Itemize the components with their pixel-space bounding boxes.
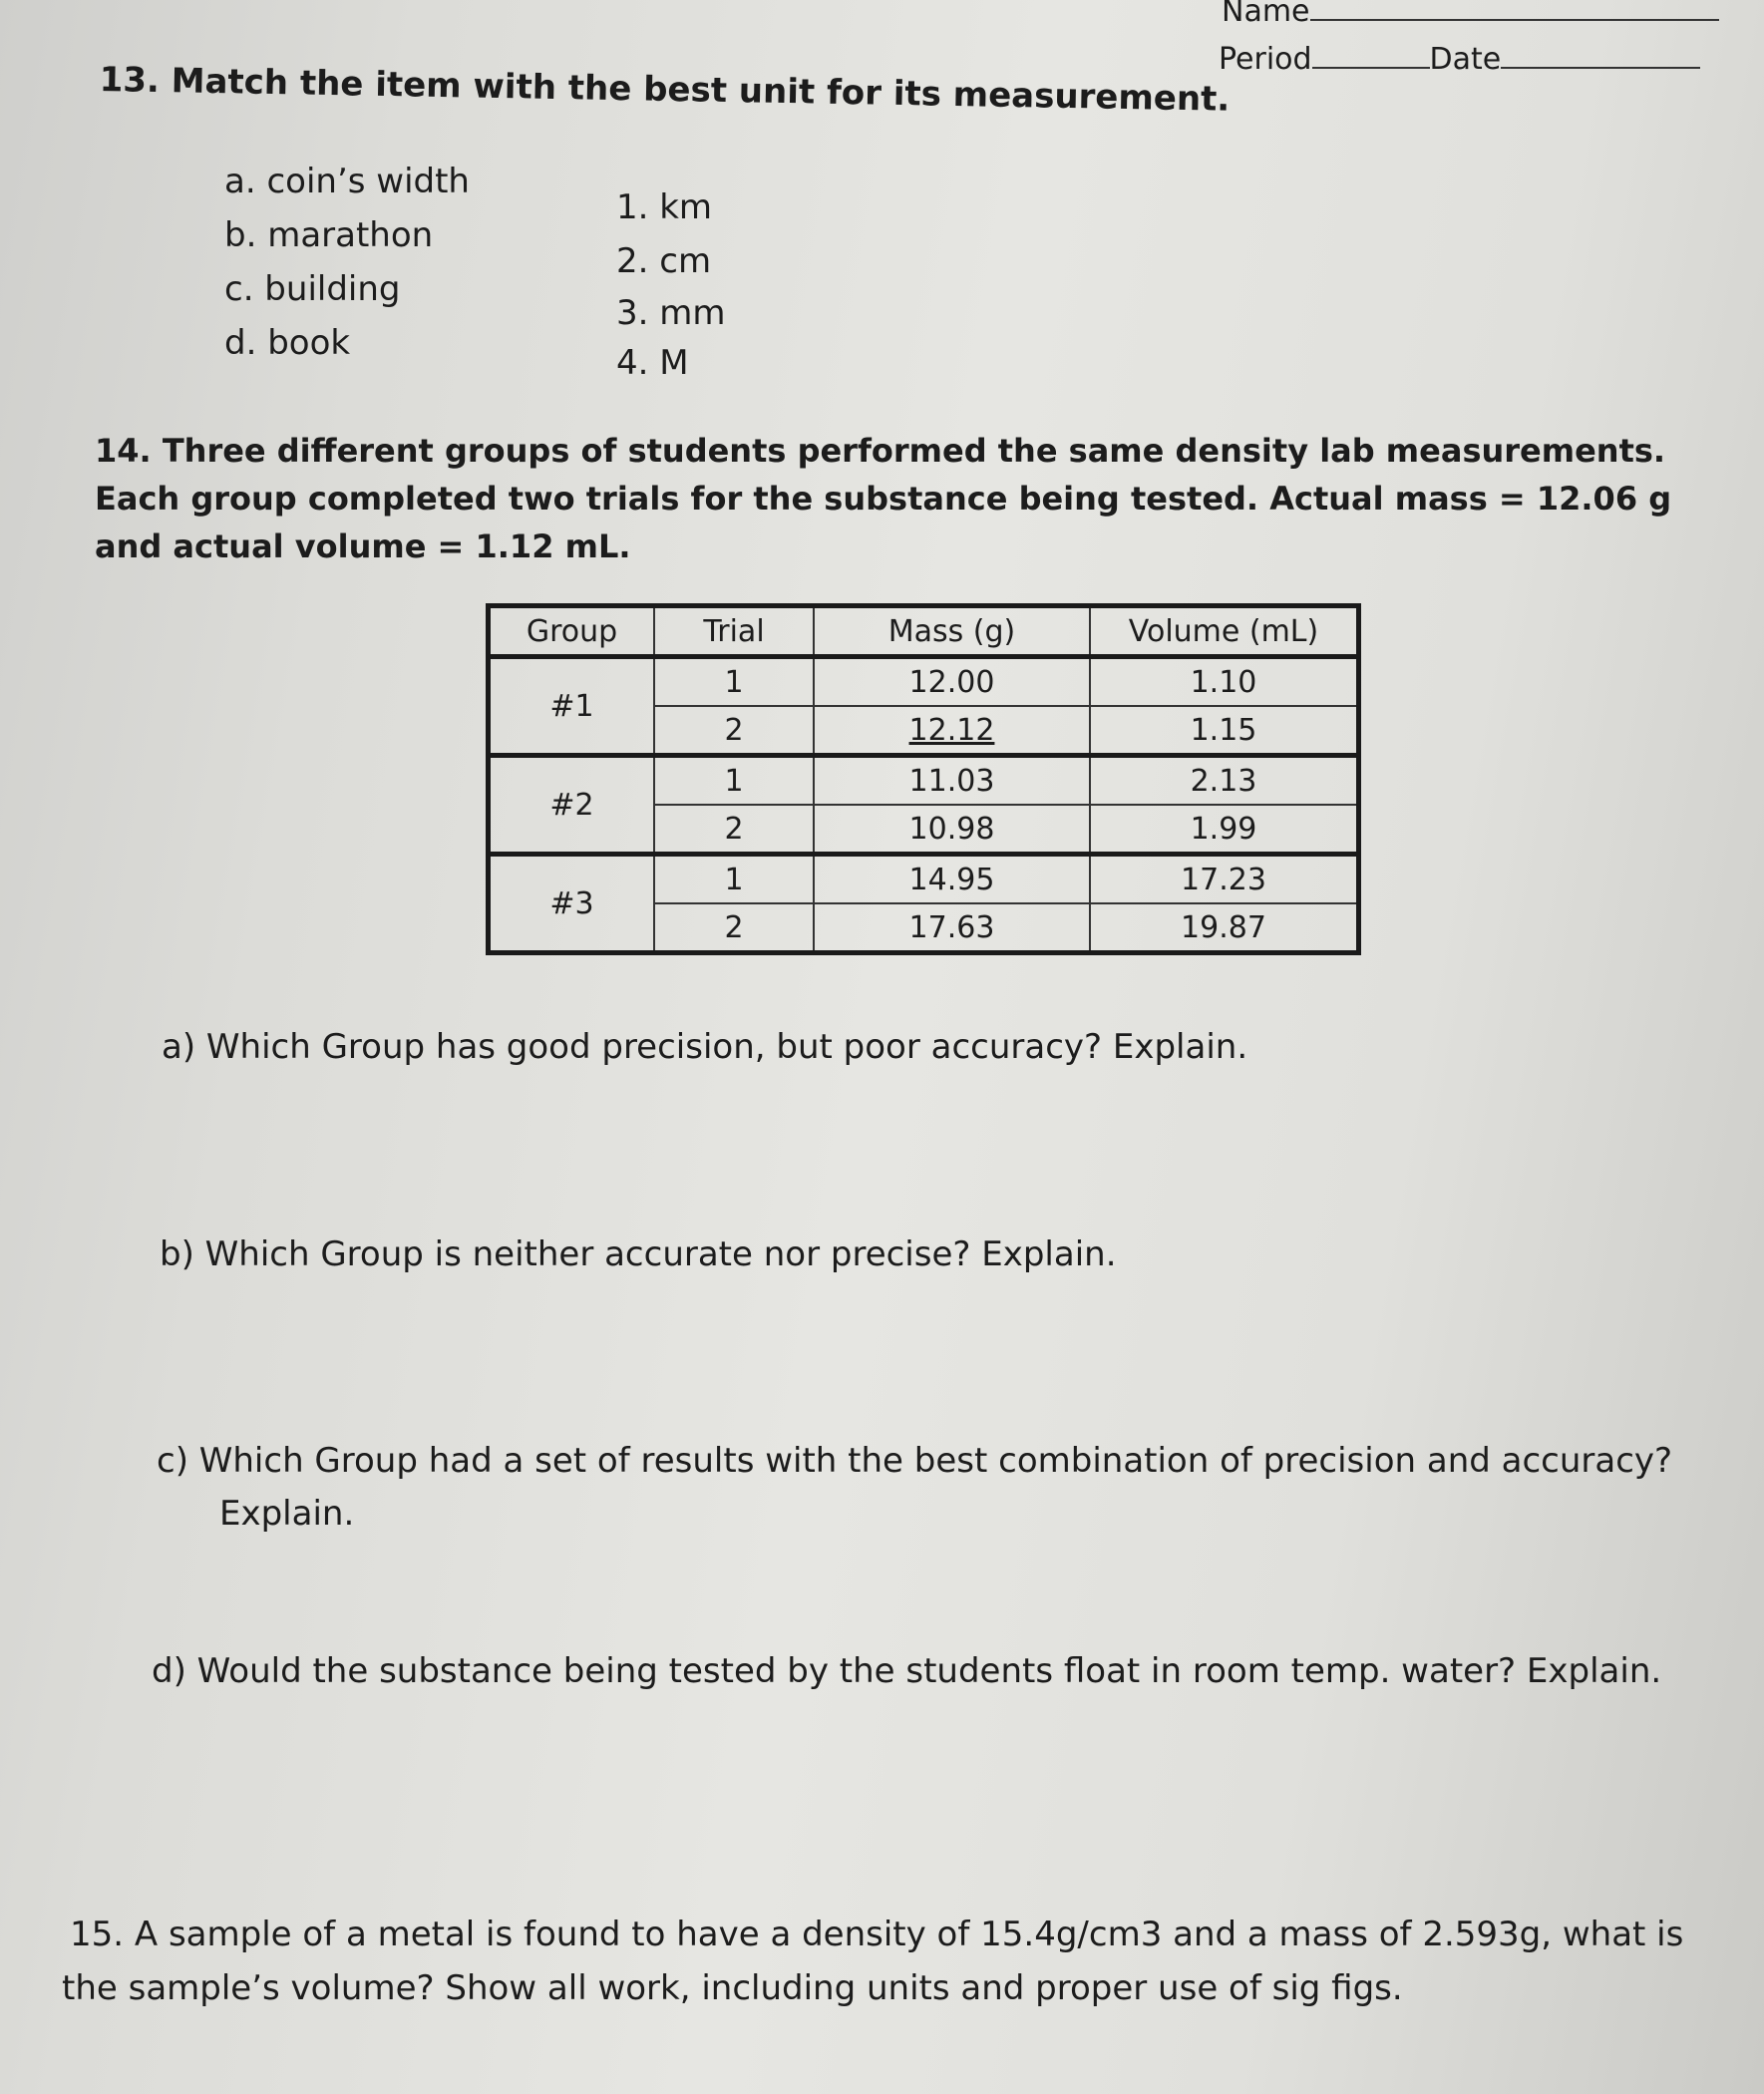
name-field[interactable]	[1222, 0, 1719, 29]
trial-cell: 2	[654, 706, 814, 756]
q13-item-d: d. book	[224, 323, 351, 363]
trial-cell: 1	[654, 855, 814, 904]
mass-cell: 11.03	[814, 756, 1090, 806]
mass-cell: 12.00	[814, 657, 1090, 707]
group-cell: #3	[489, 855, 655, 953]
q13-unit-1: 1. km	[616, 187, 713, 227]
name-blank[interactable]	[1310, 19, 1719, 21]
period-blank[interactable]	[1312, 67, 1430, 69]
group-cell: #1	[489, 657, 655, 756]
q13-item-a: a. coin’s width	[224, 162, 470, 201]
volume-cell: 1.10	[1090, 657, 1359, 707]
q14-part-d: d) Would the substance being tested by the students float in room temp. water? Explain.	[152, 1651, 1662, 1691]
date-label: Date	[1429, 42, 1502, 77]
period-label: Period	[1219, 42, 1312, 77]
q13-unit-2: 2. cm	[616, 241, 712, 281]
mass-cell: 17.63	[814, 903, 1090, 953]
header-mass: Mass (g)	[814, 606, 1090, 657]
table-header-row	[489, 606, 1359, 657]
q13-unit-4: 4. M	[616, 343, 689, 383]
q13-item-b: b. marathon	[224, 215, 434, 255]
q14-part-c-line2: Explain.	[219, 1494, 355, 1534]
name-label: Name	[1222, 0, 1310, 29]
q13-unit-3: 3. mm	[616, 293, 726, 333]
volume-cell: 1.15	[1090, 706, 1359, 756]
trial-cell: 1	[654, 756, 814, 806]
group-cell: #2	[489, 756, 655, 855]
q14-prompt: 14. Three different groups of students performed the same density lab measurements. Each group completed two trials for the substance being tested. Actual mass = 12.06 g and actual volume = 1.12 mL.	[95, 432, 1672, 565]
header-volume: Volume (mL)	[1090, 606, 1359, 657]
period-date-field	[1219, 42, 1700, 77]
volume-cell: 2.13	[1090, 756, 1359, 806]
mass-cell: 10.98	[814, 805, 1090, 855]
q13-prompt: 13. Match the item with the best unit for its measurement.	[99, 60, 1231, 120]
q13-item-c: c. building	[224, 269, 401, 309]
volume-cell: 17.23	[1090, 855, 1359, 904]
q14-part-c-line1: c) Which Group had a set of results with the best combination of precision and accuracy?	[157, 1441, 1673, 1481]
header-group: Group	[489, 606, 655, 657]
trial-cell: 2	[654, 903, 814, 953]
density-table	[486, 603, 1361, 955]
table-row	[489, 657, 1359, 707]
trial-cell: 1	[654, 657, 814, 707]
table-row	[489, 756, 1359, 806]
volume-cell: 1.99	[1090, 805, 1359, 855]
date-blank[interactable]	[1501, 67, 1700, 69]
trial-cell: 2	[654, 805, 814, 855]
q14-part-a: a) Which Group has good precision, but poor accuracy? Explain.	[162, 1027, 1248, 1067]
header-trial: Trial	[654, 606, 814, 657]
q15-line2: the sample’s volume? Show all work, including units and proper use of sig figs.	[62, 1968, 1403, 2008]
q15-line1: 15. A sample of a metal is found to have a density of 15.4g/cm3 and a mass of 2.593g, what is	[70, 1915, 1684, 1954]
mass-cell: 14.95	[814, 855, 1090, 904]
q14-part-b: b) Which Group is neither accurate nor precise? Explain.	[160, 1234, 1117, 1274]
mass-cell: 12.12	[814, 706, 1090, 756]
volume-cell: 19.87	[1090, 903, 1359, 953]
table-row	[489, 855, 1359, 904]
